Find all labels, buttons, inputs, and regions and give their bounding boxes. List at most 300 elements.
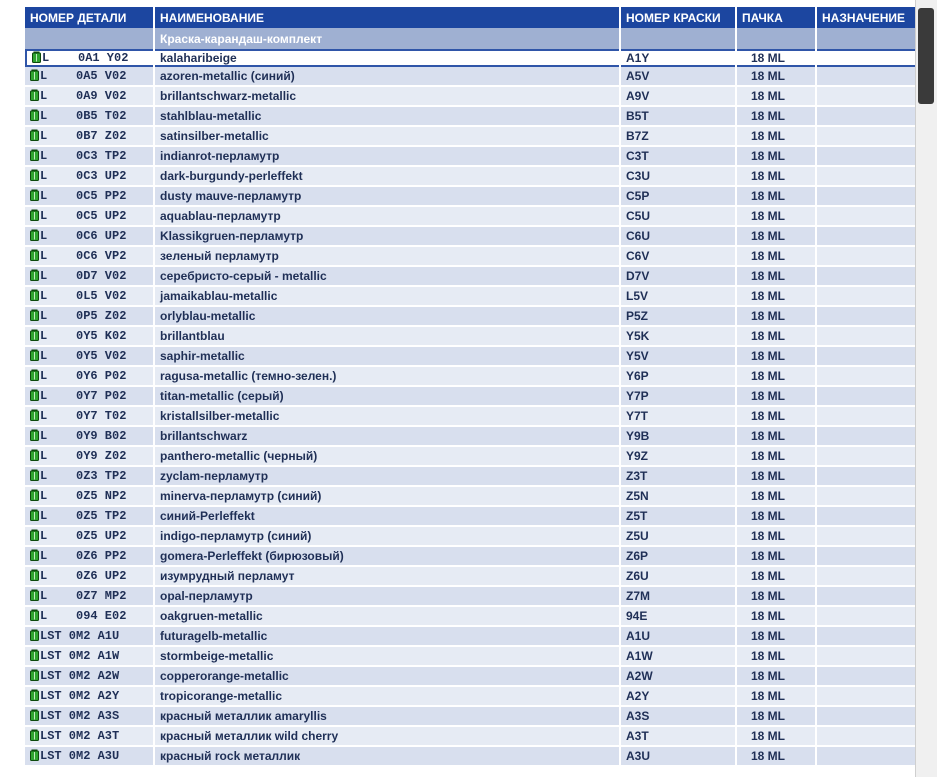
table-row[interactable] [25,207,917,227]
part-number-text: L 0Y6 P02 [40,369,127,383]
part-number-text: L 0Z5 UP2 [40,529,127,543]
paint-can-icon [30,609,39,621]
paint-can-icon [30,449,39,461]
paint-number-cell: L5V [621,287,735,307]
table-row[interactable] [25,447,917,467]
paint-number-cell: Z3T [621,467,735,487]
pack-cell: 18 ML [737,647,815,667]
group-empty-cell [25,28,153,49]
pack-cell: 18 ML [737,527,815,547]
part-number-text: L 0C3 UP2 [40,169,127,183]
paint-can-icon [30,169,39,181]
name-cell: красный rock металлик [155,747,619,767]
part-number-cell [25,107,153,127]
column-header-name[interactable]: НАИМЕНОВАНИЕ [155,7,619,28]
part-number-cell [25,247,153,267]
name-cell: kalaharibeige [155,49,619,67]
part-number-text: L 0B7 Z02 [40,129,127,143]
pack-cell: 18 ML [737,507,815,527]
name-cell: красный металлик amaryllis [155,707,619,727]
name-cell: красный металлик wild cherry [155,727,619,747]
paint-can-icon [30,649,39,661]
paint-can-icon [30,709,39,721]
paint-can-icon [30,329,39,341]
name-cell: satinsilber-metallic [155,127,619,147]
pack-cell: 18 ML [737,467,815,487]
purpose-cell [817,547,917,567]
paint-can-icon [30,529,39,541]
part-number-cell [25,527,153,547]
purpose-cell [817,167,917,187]
purpose-cell [817,49,917,67]
purpose-cell [817,347,917,367]
pack-cell: 18 ML [737,247,815,267]
purpose-cell [817,667,917,687]
name-cell: stormbeige-metallic [155,647,619,667]
table-header-row [25,7,917,28]
table-row[interactable] [25,347,917,367]
name-cell: zyclam-перламутр [155,467,619,487]
pack-cell: 18 ML [737,207,815,227]
paint-can-icon [30,89,39,101]
name-cell: jamaikablau-metallic [155,287,619,307]
part-number-text: L 0D7 V02 [40,269,127,283]
paint-number-cell: Y7T [621,407,735,427]
paint-number-cell: Z6U [621,567,735,587]
name-cell: opal-перламутр [155,587,619,607]
table-row[interactable] [25,247,917,267]
purpose-cell [817,367,917,387]
pack-cell: 18 ML [737,49,815,67]
table-row[interactable] [25,267,917,287]
name-cell: зеленый перламутр [155,247,619,267]
part-number-text: L 0Z5 NP2 [40,489,127,503]
table-row[interactable] [25,467,917,487]
part-number-text: LST 0M2 A3S [40,709,120,723]
paint-can-icon [30,69,39,81]
name-cell: kristallsilber-metallic [155,407,619,427]
part-number-cell [25,447,153,467]
paint-can-icon [30,309,39,321]
table-row[interactable] [25,307,917,327]
purpose-cell [817,267,917,287]
part-number-text: L 0A5 V02 [40,69,127,83]
part-number-text: L 0Z5 TP2 [40,509,127,523]
purpose-cell [817,387,917,407]
paint-number-cell: D7V [621,267,735,287]
name-cell: minerva-перламутр (синий) [155,487,619,507]
purpose-cell [817,747,917,767]
paint-number-cell: C6V [621,247,735,267]
part-number-text: L 0C5 UP2 [40,209,127,223]
purpose-cell [817,247,917,267]
column-header-paint-number[interactable]: НОМЕР КРАСКИ [621,7,735,28]
purpose-cell [817,567,917,587]
purpose-cell [817,327,917,347]
paint-number-cell: A2W [621,667,735,687]
paint-number-cell: A3S [621,707,735,727]
pack-cell: 18 ML [737,707,815,727]
paint-number-cell: A1U [621,627,735,647]
paint-number-cell: C3U [621,167,735,187]
name-cell: indigo-перламутр (синий) [155,527,619,547]
paint-number-cell: A1Y [621,49,735,67]
part-number-cell [25,49,153,67]
paint-number-cell: A1W [621,647,735,667]
name-cell: panthero-metallic (черный) [155,447,619,467]
table-row[interactable] [25,747,917,767]
part-number-text: L 094 E02 [40,609,127,623]
paint-can-icon [30,489,39,501]
name-cell: brillantschwarz-metallic [155,87,619,107]
name-cell: futuragelb-metallic [155,627,619,647]
part-number-cell [25,227,153,247]
table-row[interactable] [25,707,917,727]
part-number-cell [25,707,153,727]
paint-can-icon [30,689,39,701]
purpose-cell [817,727,917,747]
part-number-cell [25,507,153,527]
part-number-text: L 0C5 PP2 [40,189,127,203]
pack-cell: 18 ML [737,547,815,567]
part-number-cell [25,627,153,647]
part-number-cell [25,187,153,207]
pack-cell: 18 ML [737,347,815,367]
part-number-text: LST 0M2 A2Y [40,689,120,703]
paint-can-icon [30,129,39,141]
part-number-cell [25,667,153,687]
purpose-cell [817,87,917,107]
paint-number-cell: B7Z [621,127,735,147]
paint-can-icon [30,589,39,601]
part-number-cell [25,347,153,367]
part-number-text: L 0P5 Z02 [40,309,127,323]
group-empty-cell [737,28,815,49]
pack-cell: 18 ML [737,667,815,687]
name-cell: azoren-metallic (синий) [155,67,619,87]
part-number-text: L 0Y7 P02 [40,389,127,403]
paint-number-cell: C5P [621,187,735,207]
paint-can-icon [30,149,39,161]
part-number-cell [25,467,153,487]
part-number-cell [25,87,153,107]
pack-cell: 18 ML [737,567,815,587]
name-cell: oakgruen-metallic [155,607,619,627]
paint-number-cell: Z7M [621,587,735,607]
name-cell: Klassikgruen-перламутр [155,227,619,247]
part-number-cell [25,387,153,407]
part-number-text: L 0Y9 Z02 [40,449,127,463]
name-cell: серебристо-серый - metallic [155,267,619,287]
part-number-text: LST 0M2 A3T [40,729,120,743]
name-cell: indianrot-перламутр [155,147,619,167]
paint-can-icon [30,429,39,441]
paint-number-cell: Y6P [621,367,735,387]
paint-can-icon [30,389,39,401]
purpose-cell [817,407,917,427]
pack-cell: 18 ML [737,487,815,507]
purpose-cell [817,507,917,527]
table-row[interactable] [25,727,917,747]
purpose-cell [817,627,917,647]
paint-number-cell: A3U [621,747,735,767]
part-number-cell [25,747,153,767]
paint-can-icon [30,369,39,381]
pack-cell: 18 ML [737,627,815,647]
paint-can-icon [30,509,39,521]
purpose-cell [817,187,917,207]
paint-can-icon [30,409,39,421]
paint-can-icon [30,469,39,481]
part-number-text: L 0Z6 UP2 [40,569,127,583]
name-cell: saphir-metallic [155,347,619,367]
purpose-cell [817,227,917,247]
table-row[interactable] [25,547,917,567]
pack-cell: 18 ML [737,447,815,467]
table-row[interactable] [25,387,917,407]
part-number-cell [25,427,153,447]
paint-can-icon [30,209,39,221]
table-row[interactable] [25,407,917,427]
name-cell: tropicorange-metallic [155,687,619,707]
column-header-purpose[interactable]: НАЗНАЧЕНИЕ [817,7,917,28]
purpose-cell [817,447,917,467]
part-number-cell [25,547,153,567]
name-cell: gomera-Perleffekt (бирюзовый) [155,547,619,567]
table-row[interactable] [25,667,917,687]
part-number-text: L 0L5 V02 [40,289,127,303]
pack-cell: 18 ML [737,227,815,247]
part-number-cell [25,567,153,587]
paint-can-icon [30,249,39,261]
part-number-text: L 0Y7 T02 [40,409,127,423]
paint-can-icon [30,729,39,741]
name-cell: brillantschwarz [155,427,619,447]
part-number-text: L 0A9 V02 [40,89,127,103]
pack-cell: 18 ML [737,407,815,427]
column-header-pack[interactable]: ПАЧКА [737,7,815,28]
purpose-cell [817,147,917,167]
name-cell: orlyblau-metallic [155,307,619,327]
group-empty-cell [621,28,735,49]
paint-number-cell: Z5T [621,507,735,527]
pack-cell: 18 ML [737,287,815,307]
name-cell: aquablau-перламутр [155,207,619,227]
paint-can-icon [30,669,39,681]
name-cell: ragusa-metallic (темно-зелен.) [155,367,619,387]
pack-cell: 18 ML [737,427,815,447]
paint-number-cell: C6U [621,227,735,247]
pack-cell: 18 ML [737,67,815,87]
part-number-cell [25,367,153,387]
part-number-cell [25,267,153,287]
table-row[interactable] [25,167,917,187]
pack-cell: 18 ML [737,107,815,127]
part-number-text: LST 0M2 A3U [40,749,120,763]
part-number-cell [25,687,153,707]
part-number-cell [25,607,153,627]
table-row[interactable] [25,587,917,607]
part-number-cell [25,647,153,667]
table-row[interactable] [25,67,917,87]
pack-cell: 18 ML [737,267,815,287]
paint-can-icon [30,109,39,121]
paint-number-cell: C3T [621,147,735,167]
paint-can-icon [30,549,39,561]
part-number-cell [25,587,153,607]
group-label: Краска-карандаш-комплект [155,28,619,49]
part-number-text: L 0A1 Y02 [42,51,129,65]
paint-number-cell: Y5K [621,327,735,347]
part-number-text: L 0C6 VP2 [40,249,127,263]
pack-cell: 18 ML [737,327,815,347]
pack-cell: 18 ML [737,307,815,327]
purpose-cell [817,287,917,307]
part-number-cell [25,407,153,427]
part-number-text: L 0Z7 MP2 [40,589,127,603]
purpose-cell [817,527,917,547]
part-number-cell [25,167,153,187]
purpose-cell [817,687,917,707]
paint-can-icon [30,749,39,761]
paint-can-icon [30,229,39,241]
pack-cell: 18 ML [737,87,815,107]
name-cell: stahlblau-metallic [155,107,619,127]
part-number-text: LST 0M2 A2W [40,669,120,683]
purpose-cell [817,707,917,727]
part-number-text: LST 0M2 A1U [40,629,120,643]
table-row[interactable] [25,187,917,207]
part-number-cell [25,327,153,347]
table-row[interactable] [25,87,917,107]
pack-cell: 18 ML [737,187,815,207]
paint-number-cell: B5T [621,107,735,127]
pack-cell: 18 ML [737,747,815,767]
paint-can-icon [30,349,39,361]
name-cell: brillantblau [155,327,619,347]
purpose-cell [817,107,917,127]
table-row[interactable] [25,227,917,247]
vertical-scrollbar[interactable] [915,0,937,777]
name-cell: dark-burgundy-perleffekt [155,167,619,187]
table-row[interactable] [25,507,917,527]
purpose-cell [817,607,917,627]
part-number-cell [25,127,153,147]
table-row[interactable] [25,427,917,447]
part-number-cell [25,67,153,87]
pack-cell: 18 ML [737,587,815,607]
table-row[interactable] [25,567,917,587]
purpose-cell [817,467,917,487]
pack-cell: 18 ML [737,607,815,627]
group-empty-cell [817,28,917,49]
pack-cell: 18 ML [737,147,815,167]
paint-number-cell: Y9Z [621,447,735,467]
paint-number-cell: A3T [621,727,735,747]
part-number-text: L 0Z3 TP2 [40,469,127,483]
paint-can-icon [30,629,39,641]
paint-number-cell: Y5V [621,347,735,367]
purpose-cell [817,67,917,87]
table-row[interactable] [25,627,917,647]
pack-cell: 18 ML [737,167,815,187]
paint-number-cell: C5U [621,207,735,227]
paint-number-cell: Z5N [621,487,735,507]
table-row[interactable] [25,607,917,627]
paint-number-cell: A5V [621,67,735,87]
pack-cell: 18 ML [737,367,815,387]
part-number-cell [25,147,153,167]
name-cell: синий-Perleffekt [155,507,619,527]
part-number-cell [25,207,153,227]
purpose-cell [817,647,917,667]
table-row[interactable] [25,487,917,507]
part-number-text: L 0Z6 PP2 [40,549,127,563]
paint-number-cell: Y7P [621,387,735,407]
paint-can-icon [30,269,39,281]
purpose-cell [817,587,917,607]
name-cell: titan-metallic (серый) [155,387,619,407]
part-number-cell [25,307,153,327]
paint-can-icon [30,569,39,581]
table-row[interactable] [25,527,917,547]
table-row[interactable] [25,367,917,387]
table-row[interactable] [25,147,917,167]
part-number-cell [25,287,153,307]
paint-number-cell: Z6P [621,547,735,567]
part-number-text: L 0Y9 B02 [40,429,127,443]
paint-number-cell: P5Z [621,307,735,327]
name-cell: copperorange-metallic [155,667,619,687]
name-cell: dusty mauve-перламутр [155,187,619,207]
group-header-row [25,28,917,49]
scrollbar-thumb[interactable] [918,8,934,104]
purpose-cell [817,307,917,327]
part-number-cell [25,487,153,507]
pack-cell: 18 ML [737,387,815,407]
part-number-text: L 0C6 UP2 [40,229,127,243]
table-row[interactable] [25,687,917,707]
paint-can-icon [32,51,41,63]
purpose-cell [817,127,917,147]
pack-cell: 18 ML [737,127,815,147]
table-row[interactable] [25,287,917,307]
table-row[interactable] [25,49,917,67]
part-number-cell [25,727,153,747]
table-row[interactable] [25,647,917,667]
purpose-cell [817,427,917,447]
paint-can-icon [30,289,39,301]
paint-number-cell: Y9B [621,427,735,447]
purpose-cell [817,487,917,507]
part-number-text: L 0Y5 K02 [40,329,127,343]
paint-number-cell: A9V [621,87,735,107]
column-header-part-number[interactable]: НОМЕР ДЕТАЛИ [25,7,153,28]
pack-cell: 18 ML [737,687,815,707]
part-number-text: L 0B5 T02 [40,109,127,123]
paint-number-cell: 94E [621,607,735,627]
table-row[interactable] [25,107,917,127]
purpose-cell [817,207,917,227]
table-row[interactable] [25,127,917,147]
paint-number-cell: A2Y [621,687,735,707]
part-number-text: L 0C3 TP2 [40,149,127,163]
pack-cell: 18 ML [737,727,815,747]
table-row[interactable] [25,327,917,347]
name-cell: изумрудный перламут [155,567,619,587]
paint-parts-table [23,7,919,767]
paint-can-icon [30,189,39,201]
